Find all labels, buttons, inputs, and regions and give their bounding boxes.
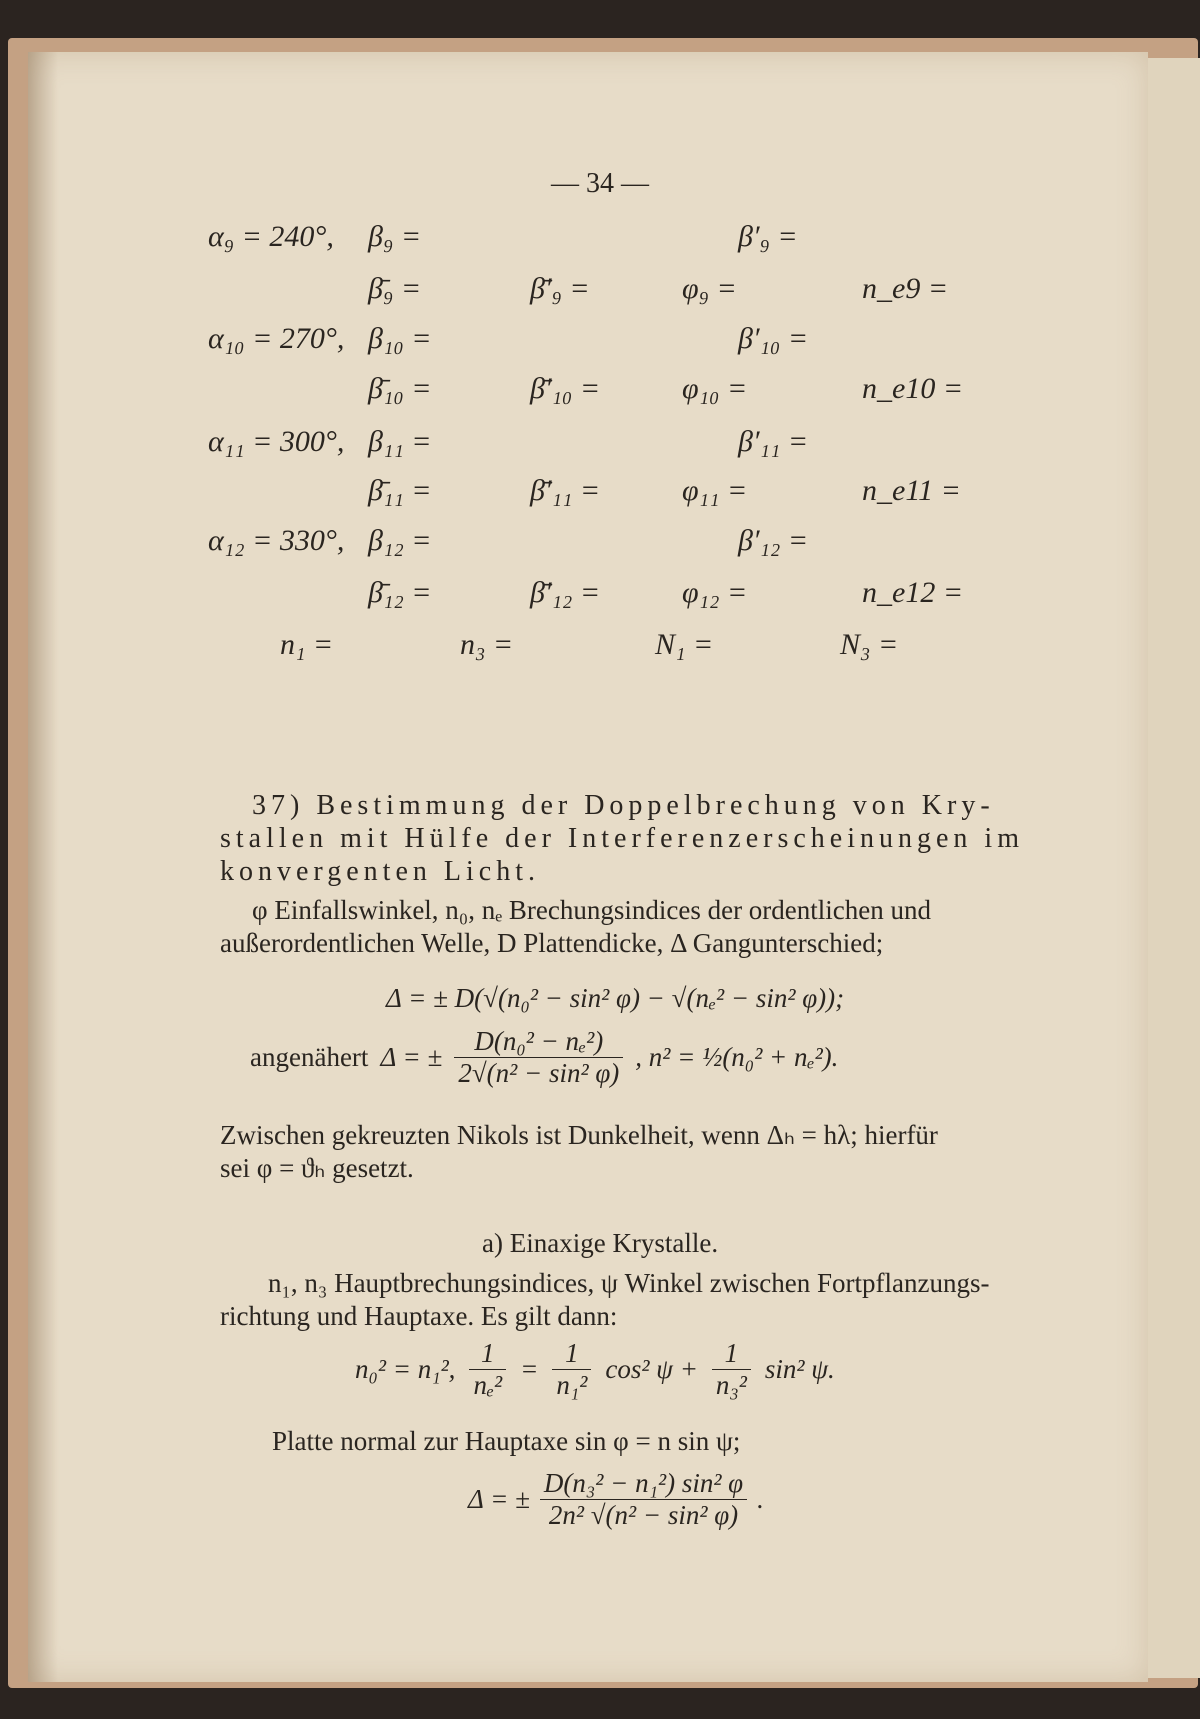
ne9: n_e9 = xyxy=(862,272,949,305)
beta12-bar-prime: β̄′₁₂ = xyxy=(530,576,601,609)
darkness-line2: sei φ = ϑₕ gesetzt. xyxy=(220,1153,414,1183)
n3-value: n₃ = xyxy=(460,628,514,661)
eq-frac1-den: nₑ² xyxy=(473,1370,503,1400)
approx-denominator: 2√(n² − sin² φ) xyxy=(458,1058,620,1088)
beta9-bar: β̄₉ = xyxy=(368,272,422,305)
phi12: φ₁₂ = xyxy=(682,576,748,609)
approx-numerator: D(n₀² − nₑ²) xyxy=(454,1028,623,1058)
beta12-bar: β̄₁₂ = xyxy=(368,576,432,609)
beta9-prime: β′₉ = xyxy=(738,220,798,253)
beta9-bar-prime: β̄′₉ = xyxy=(530,272,590,305)
eq-frac3-den: n₃² xyxy=(715,1370,747,1400)
formula-approx xyxy=(250,1028,838,1087)
beta10-prime: β′₁₀ = xyxy=(738,322,809,355)
subsection-line1: n₁, n₃ Hauptbrechungsindices, ψ Winkel zwischen Fortpflanzungs- xyxy=(268,1268,990,1298)
eq-mid: cos² ψ + xyxy=(605,1354,698,1384)
eq-frac3 xyxy=(712,1340,751,1399)
plate-line: Platte normal zur Hauptaxe sin φ = n sin ψ; xyxy=(272,1426,741,1456)
phi9: φ₉ = xyxy=(682,272,737,305)
eq-frac2-den: n₁² xyxy=(556,1370,588,1400)
phi10: φ₁₀ = xyxy=(682,372,748,405)
final-denominator: 2n² √(n² − sin² φ) xyxy=(548,1500,739,1530)
alpha10: α₁₀ = 270°, xyxy=(208,322,345,355)
approx-rhs: , n² = ½(n₀² + nₑ²). xyxy=(635,1042,839,1072)
final-numerator: D(n₃² − n₁²) sin² φ xyxy=(540,1470,747,1500)
beta10-bar-prime: β̄′₁₀ = xyxy=(530,372,601,405)
approx-label: angenähert xyxy=(250,1042,369,1072)
section-heading-line3: konvergenten Licht. xyxy=(220,856,540,887)
final-formula xyxy=(468,1470,764,1529)
eq-frac1 xyxy=(469,1340,506,1399)
subsection-title: a) Einaxige Krystalle. xyxy=(482,1228,719,1258)
alpha11: α₁₁ = 300°, xyxy=(208,425,345,458)
beta11: β₁₁ = xyxy=(368,425,432,458)
alpha12: α₁₂ = 330°, xyxy=(208,524,345,557)
beta9: β₉ = xyxy=(368,220,422,253)
approx-lhs: Δ = ± xyxy=(380,1042,443,1072)
page-number: — 34 — xyxy=(551,168,649,199)
eq-frac3-num: 1 xyxy=(712,1340,751,1370)
index-equation xyxy=(355,1340,835,1399)
section-heading-line2: stallen mit Hülfe der Interferenzerscheinungen im xyxy=(220,823,1024,854)
page-gutter-shadow xyxy=(28,52,58,1682)
beta10-bar: β̄₁₀ = xyxy=(368,372,432,405)
eq-end: sin² ψ. xyxy=(764,1354,835,1384)
alpha9: α₉ = 240°, xyxy=(208,220,334,253)
beta12: β₁₂ = xyxy=(368,524,432,557)
beta11-prime: β′₁₁ = xyxy=(738,425,809,458)
ne11: n_e11 = xyxy=(862,474,961,507)
final-lhs: Δ = ± xyxy=(468,1484,530,1514)
n1-value: n₁ = xyxy=(280,628,334,661)
beta10: β₁₀ = xyxy=(368,322,432,355)
ne12: n_e12 = xyxy=(862,576,964,609)
adjacent-page-edge xyxy=(1140,58,1200,1678)
phi11: φ₁₁ = xyxy=(682,474,748,507)
N3-value: N₃ = xyxy=(840,628,899,661)
subsection-line2: richtung und Hauptaxe. Es gilt dann: xyxy=(220,1301,618,1331)
beta11-bar: β̄₁₁ = xyxy=(368,474,432,507)
eq-frac2 xyxy=(552,1340,591,1399)
eq-frac2-num: 1 xyxy=(552,1340,591,1370)
final-end: . xyxy=(757,1484,764,1514)
ne10: n_e10 = xyxy=(862,372,964,405)
darkness-line1: Zwischen gekreuzten Nikols ist Dunkelheit, wenn Δₕ = hλ; hierfür xyxy=(220,1120,938,1150)
eq-equals: = xyxy=(520,1354,539,1384)
definitions-line2: außerordentlichen Welle, D Plattendicke, Δ Gangunterschied; xyxy=(220,928,884,958)
eq-frac1-num: 1 xyxy=(469,1340,506,1370)
definitions-line1: φ Einfallswinkel, n₀, nₑ Brechungsindices der ordentlichen und xyxy=(252,895,932,925)
beta12-prime: β′₁₂ = xyxy=(738,524,809,557)
formula-exact: Δ = ± D(√(n₀² − sin² φ) − √(nₑ² − sin² φ)); xyxy=(386,983,845,1013)
final-fraction xyxy=(540,1470,747,1529)
N1-value: N₁ = xyxy=(655,628,714,661)
eq-left: n₀² = n₁², xyxy=(355,1354,456,1384)
beta11-bar-prime: β̄′₁₁ = xyxy=(530,474,601,507)
approx-fraction xyxy=(454,1028,623,1087)
section-heading-line1: 37) Bestimmung der Doppelbrechung von Kry- xyxy=(252,790,995,821)
